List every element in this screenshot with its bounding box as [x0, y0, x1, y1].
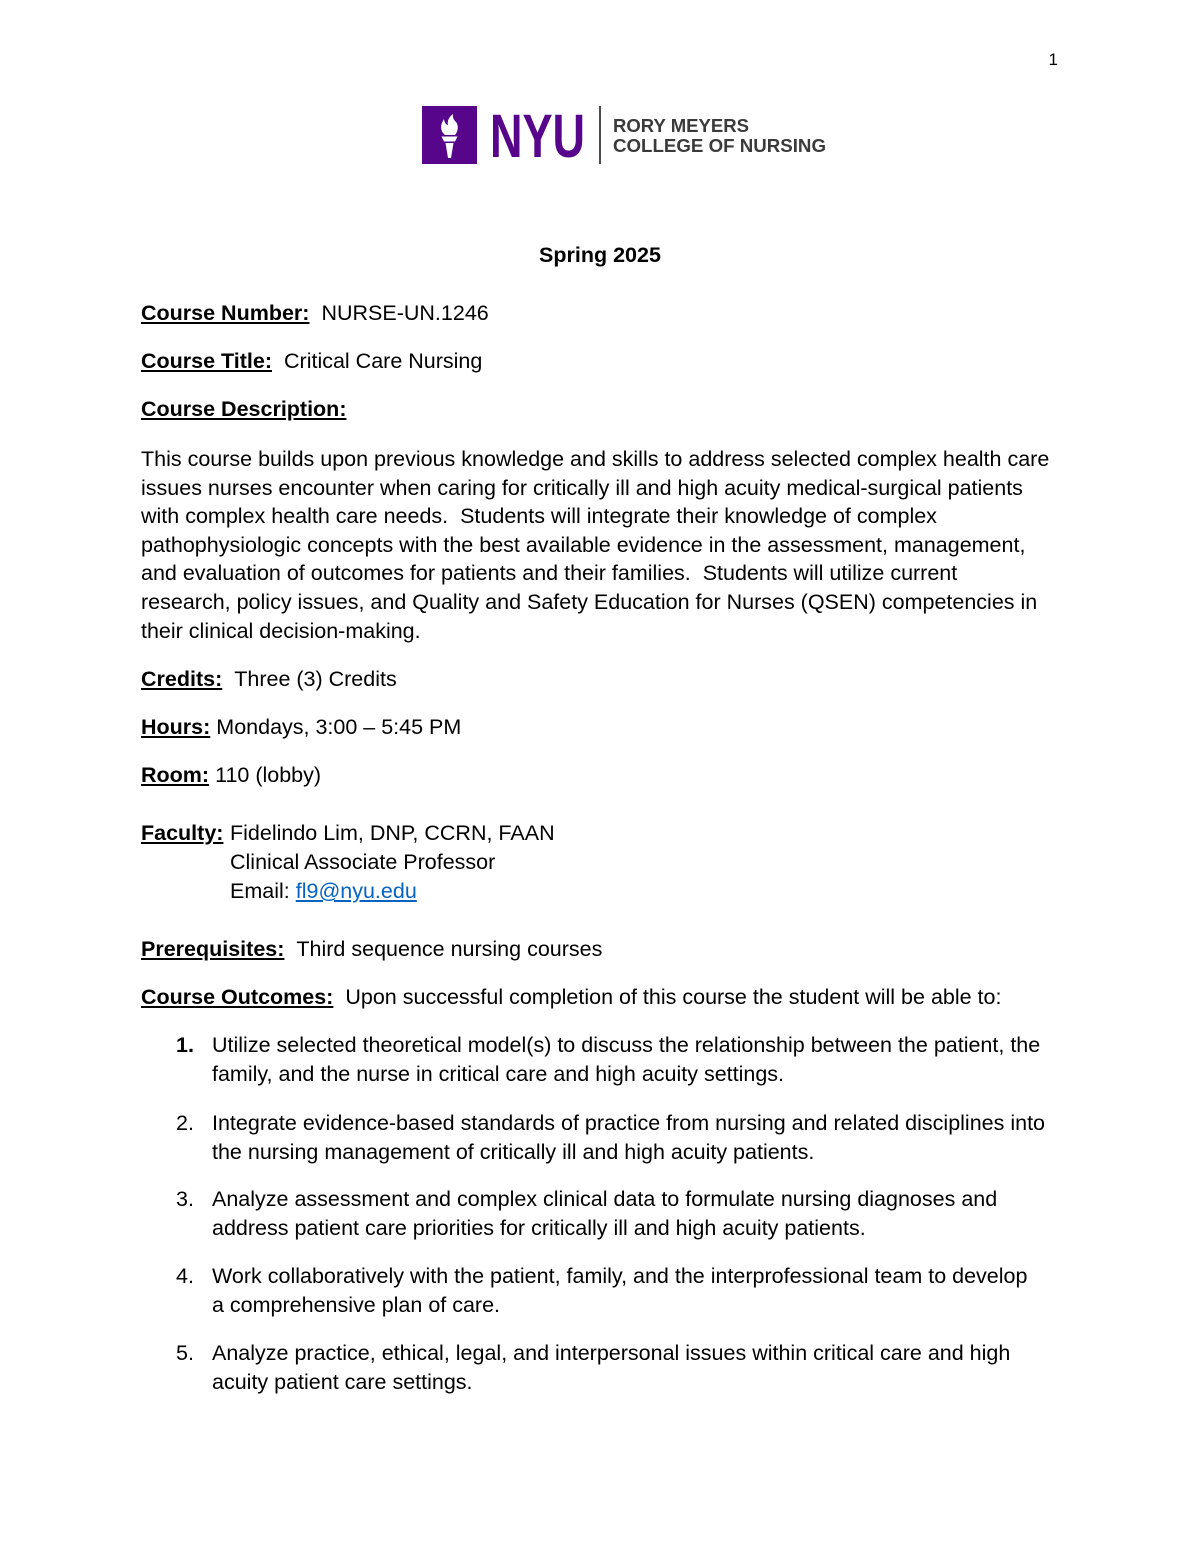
course-number-row [141, 299, 489, 328]
outcome-line: Integrate evidence-based standards of practice from nursing and related disciplines into [212, 1111, 1046, 1135]
faculty-name: Fidelindo Lim, DNP, CCRN, FAAN [230, 821, 555, 845]
hours-row [141, 713, 461, 742]
logo-school-line-1: RORY MEYERS [613, 116, 749, 136]
credits-value: Three (3) Credits [234, 667, 397, 691]
credits-label: Credits: [141, 667, 223, 691]
credits-row [141, 665, 397, 694]
faculty-email-label: Email: [230, 879, 290, 903]
list-number: 1. [176, 1033, 194, 1057]
outcome-line: acuity patient care settings. [212, 1369, 473, 1394]
room-row [141, 761, 321, 790]
prerequisites-label: Prerequisites: [141, 937, 285, 961]
room-value: 110 (lobby) [215, 763, 322, 787]
outcome-text [212, 1031, 1040, 1088]
course-number-label: Course Number: [141, 301, 310, 325]
logo-wordmark: NYU [490, 104, 585, 168]
faculty-email-link[interactable]: fl9@nyu.edu [295, 879, 417, 903]
outcome-text [212, 1262, 1027, 1319]
page-number: 1 [1048, 50, 1058, 69]
outcome-line: family, and the nurse in critical care and high acuity settings. [212, 1061, 785, 1086]
prerequisites-row [141, 935, 602, 964]
outcome-item-4 [0, 1262, 1200, 1320]
course-outcomes-row [141, 983, 1001, 1012]
course-title-label: Course Title: [141, 349, 273, 373]
description-line: issues nurses encounter when caring for critically ill and high acuity medical-surgical patients [141, 475, 1023, 500]
faculty-details [230, 819, 555, 906]
nyu-meyers-logo [420, 104, 832, 168]
outcome-item-3 [0, 1185, 1200, 1243]
description-line: research, policy issues, and Quality and Safety Education for Nurses (QSEN) competencies in [141, 589, 1038, 614]
description-line: pathophysiologic concepts with the best available evidence in the assessment, management, [141, 532, 1026, 557]
faculty-label-row [141, 819, 223, 848]
list-number: 3. [176, 1187, 194, 1211]
course-outcomes-label: Course Outcomes: [141, 985, 334, 1009]
description-line: with complex health care needs. Students will integrate their knowledge of complex [141, 504, 937, 529]
course-outcomes-intro: Upon successful completion of this course the student will be able to: [345, 985, 1002, 1009]
course-description-row [141, 395, 346, 424]
outcome-line: a comprehensive plan of care. [212, 1292, 501, 1317]
description-line: their clinical decision-making. [141, 618, 421, 643]
faculty-title: Clinical Associate Professor [230, 850, 496, 874]
outcome-line: Analyze assessment and complex clinical data to formulate nursing diagnoses and [212, 1187, 998, 1211]
outcome-line: the nursing management of critically ill and high acuity patients. [212, 1139, 815, 1164]
term-heading: Spring 2025 [539, 243, 661, 267]
description-line: This course builds upon previous knowledge and skills to address selected complex health care [141, 447, 1050, 471]
outcome-line: Work collaboratively with the patient, family, and the interprofessional team to develop [212, 1264, 1028, 1288]
list-number: 5. [176, 1341, 194, 1365]
course-description-paragraph [141, 445, 1049, 645]
faculty-label: Faculty: [141, 821, 224, 845]
outcome-text [212, 1109, 1045, 1166]
course-title-row [141, 347, 482, 376]
hours-label: Hours: [141, 715, 211, 739]
list-number: 4. [176, 1264, 194, 1288]
course-description-label: Course Description: [141, 397, 347, 421]
outcome-line: address patient care priorities for critically ill and high acuity patients. [212, 1215, 866, 1240]
outcome-text [212, 1339, 1010, 1396]
prerequisites-value: Third sequence nursing courses [296, 937, 603, 961]
faculty-email-line [230, 877, 555, 906]
outcome-line: Analyze practice, ethical, legal, and interpersonal issues within critical care and high [212, 1341, 1011, 1365]
hours-value: Mondays, 3:00 – 5:45 PM [216, 715, 462, 739]
outcome-text [212, 1185, 997, 1242]
room-label: Room: [141, 763, 210, 787]
outcome-item-1 [0, 1031, 1200, 1089]
outcome-line: Utilize selected theoretical model(s) to discuss the relationship between the patient, the [212, 1033, 1041, 1057]
outcome-item-5 [0, 1339, 1200, 1397]
list-number: 2. [176, 1111, 194, 1135]
course-title-value: Critical Care Nursing [284, 349, 483, 373]
logo-school-line-2: COLLEGE OF NURSING [613, 136, 826, 156]
description-line: and evaluation of outcomes for patients and their families. Students will utilize current [141, 561, 958, 586]
course-number-value: NURSE-UN.1246 [321, 301, 489, 325]
outcome-item-2 [0, 1109, 1200, 1167]
